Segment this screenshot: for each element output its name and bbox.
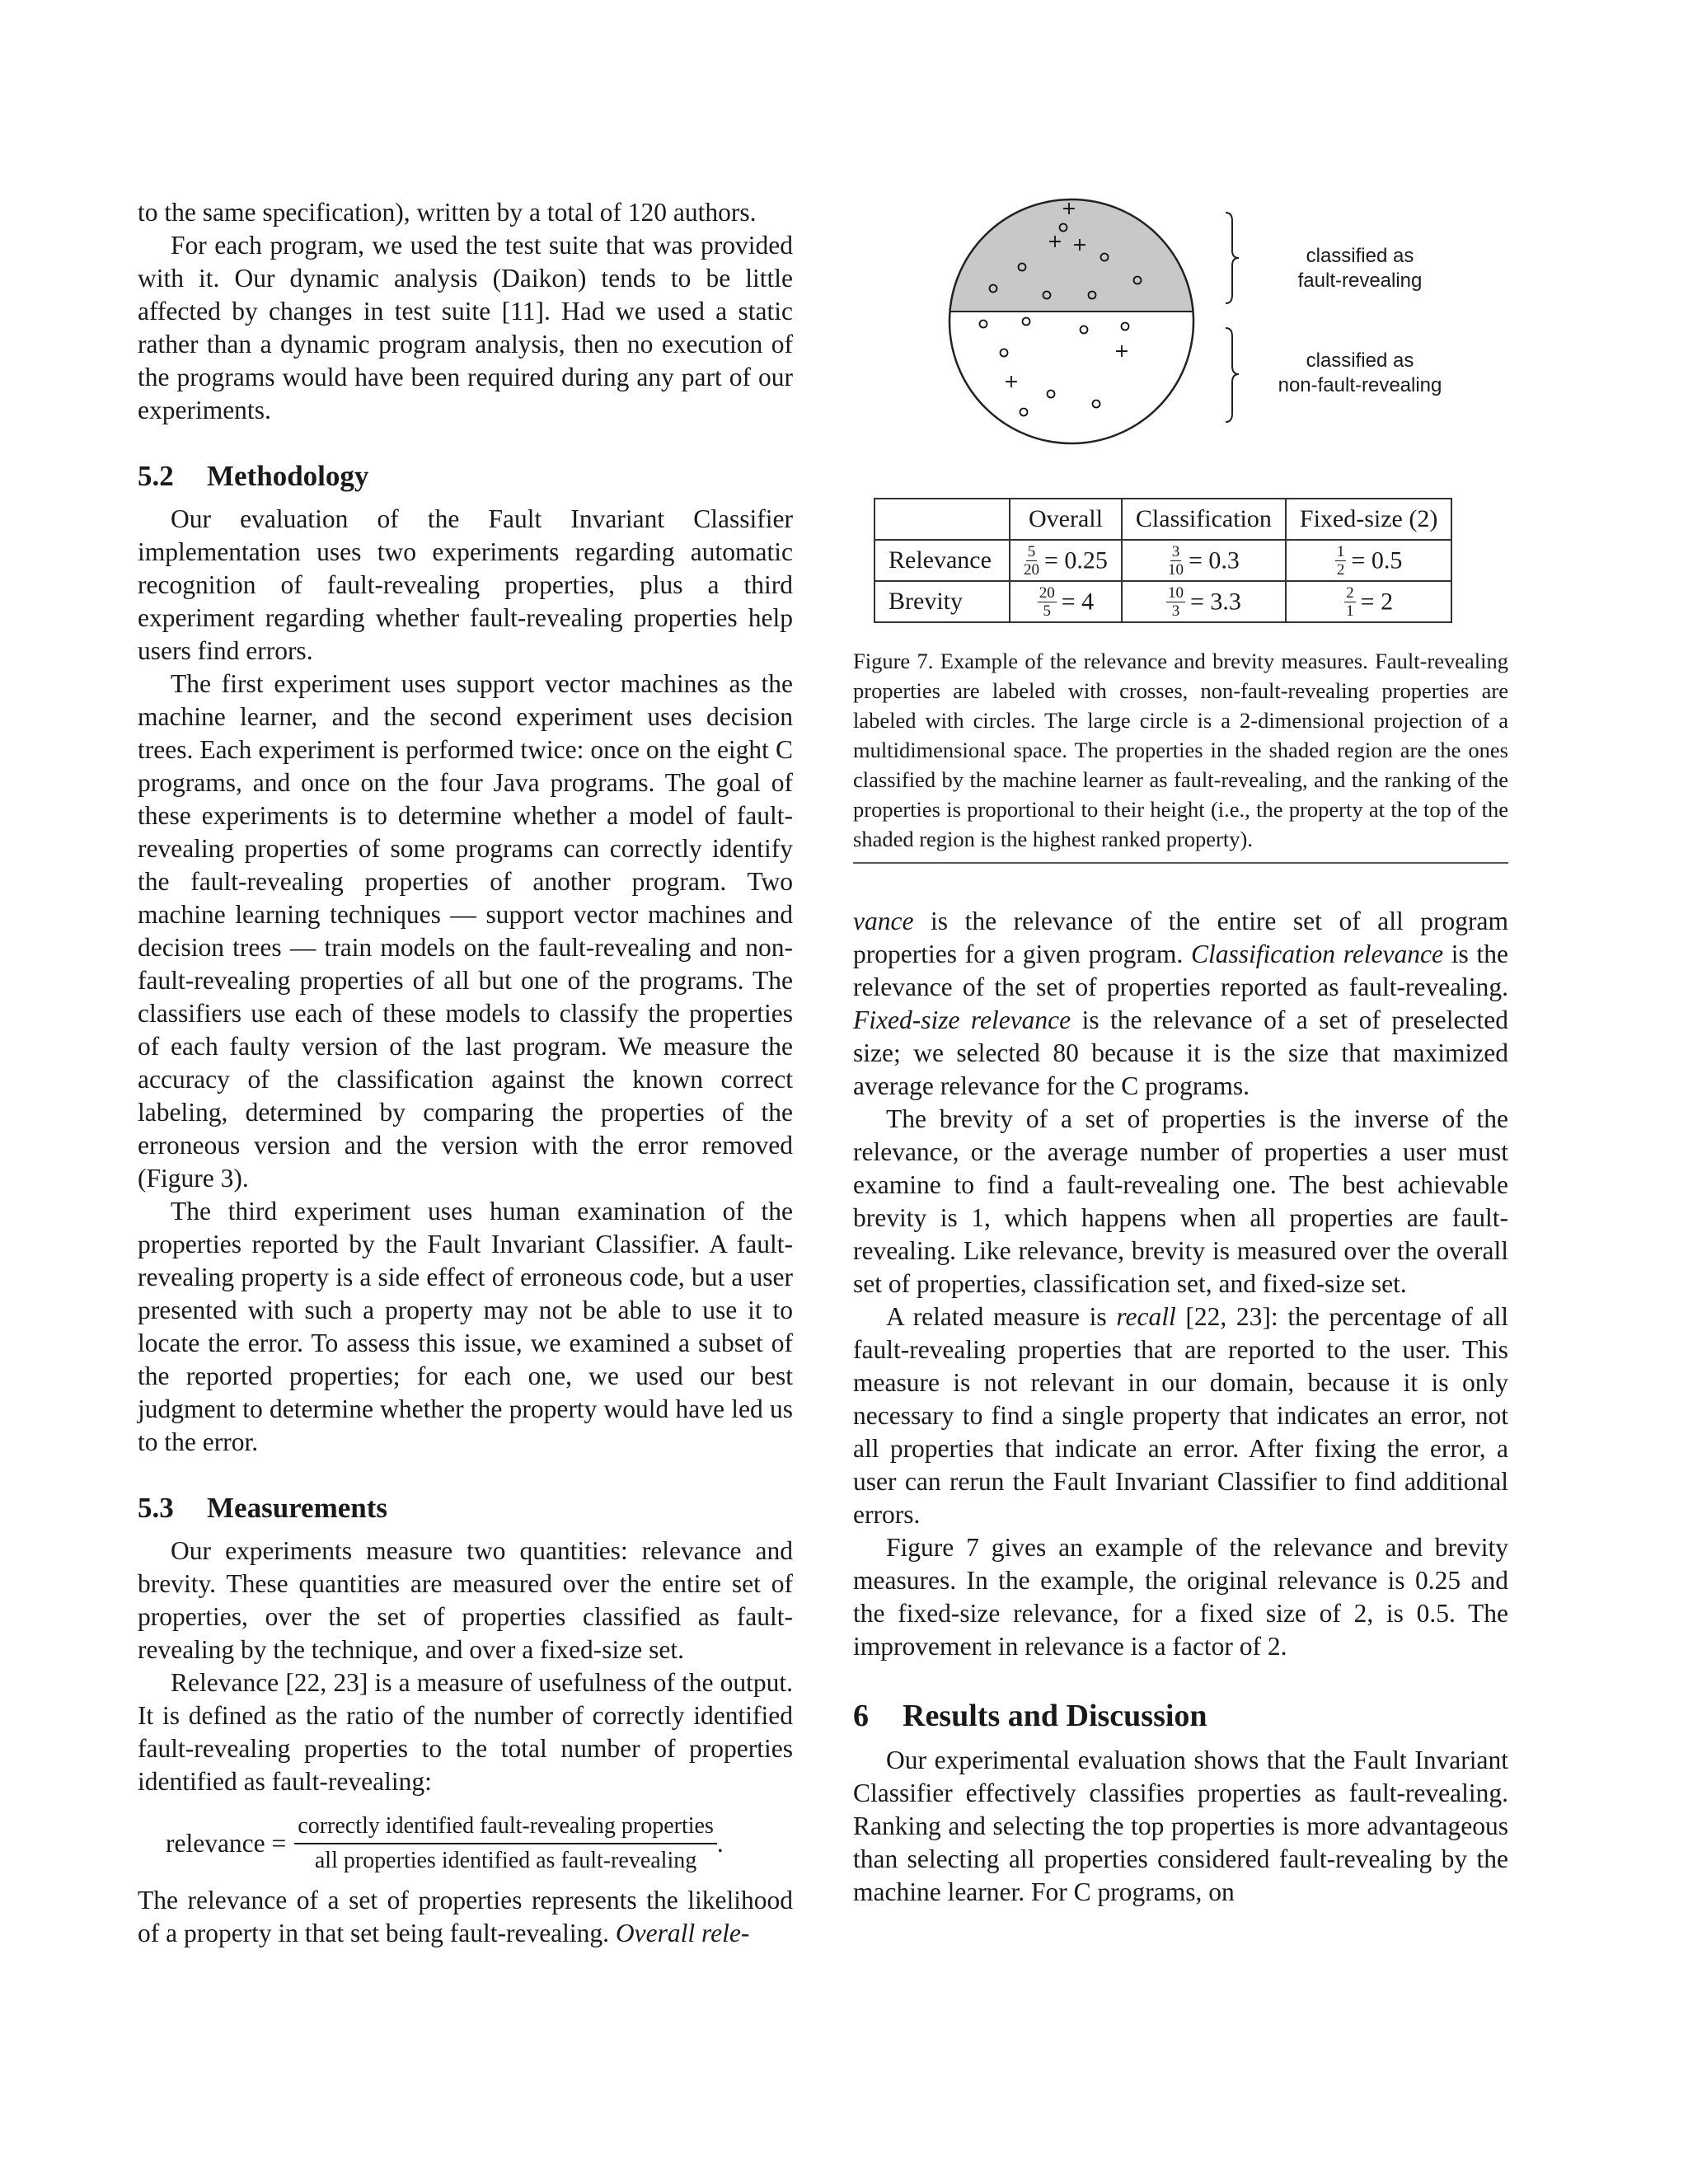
section-title: Results and Discussion (903, 1699, 1207, 1733)
row-label: Brevity (874, 581, 1010, 622)
italic-term: Overall rele- (615, 1919, 750, 1947)
table-header: Classification (1122, 499, 1286, 540)
section-number: 5.2 (138, 460, 174, 492)
fraction-denominator: 1 (1346, 602, 1354, 620)
paragraph-relevance-types (853, 905, 1508, 1103)
paragraph-measurements-1: Our experiments measure two quantities: relevance and brevity. These quantities are measured over the entire set of properties, over the set of properties classified as fault-revealing by the technique, and over a fixed-size set. (138, 1536, 793, 1664)
cross-marker: + (1003, 372, 1020, 392)
circle-marker (1081, 326, 1088, 334)
paragraph-methodology-3: The third experiment uses human examination of the properties reported by the Fault Invariant Classifier. A fault-revealing property is a side effect of erroneous code, but a user presented with such a property may not be able to use it to locate the error. To assess this issue, we examined a subset of the reported properties; for each one, we used our best judgment to determine whether the property would have led us to the error. (138, 1197, 793, 1456)
equation-period: . (716, 1829, 724, 1858)
table-header: Overall (1010, 499, 1122, 540)
fraction-numerator: 2 (1346, 583, 1354, 602)
text-span: is the relevance of the set of properties reported as fault-revealing. (853, 940, 1508, 1001)
table-header-empty (874, 499, 1010, 540)
bottom-brace (1226, 328, 1239, 422)
paragraph-measurements-3 (138, 1884, 793, 1950)
italic-term: Fixed-size relevance (853, 1005, 1071, 1034)
circle-marker (1122, 323, 1129, 330)
text-span: [22, 23]: the percentage of all fault-revealing properties that are reported to the user. This measure is not relevant in our domain, because it is only necessary to find a single property that indicates an error, not all properties that indicate an error. After fixing the error, a user can rerun the Fault Invariant Classifier to find additional errors. (853, 1302, 1509, 1529)
right-column (853, 196, 1508, 1909)
paragraph-methodology-1: Our evaluation of the Fault Invariant Classifier implementation uses two experiments regarding automatic recognition of fault-revealing properties, plus a third experiment regarding whether fault-revealing properties help users find errors. (138, 504, 793, 665)
text-span: is the relevance of the entire set of all program properties for a given program. (853, 907, 1508, 968)
label-fault-revealing (1257, 244, 1463, 293)
equation-numerator: correctly identified fault-revealing properties (294, 1813, 717, 1844)
section-number: 5.3 (138, 1492, 174, 1524)
equation-denominator: all properties identified as fault-revealing (314, 1848, 697, 1873)
top-brace (1226, 213, 1239, 303)
cell-value: = 0.5 (1351, 546, 1403, 574)
section-heading-6 (853, 1699, 1508, 1732)
paragraph-methodology-2: The first experiment uses support vector machines as the machine learner, and the second experiment uses decision trees. Each experiment is performed twice: once on the eight C programs, and once on the four Java programs. The goal of these experiments is to determine whether a model of fault-revealing properties of some programs can correctly identify the fault-revealing properties of another program. Two machine learning techniques — support vector machines and decision trees — train models on the fault-revealing and non-fault-revealing properties of all but one of the programs. The classifiers use each of these models to classify the properties of each faulty version of the last program. We measure the accuracy of the classification against the known correct labeling, determined by comparing the properties of the erroneous version and the version with the error removed (Figure 3). (138, 669, 793, 1193)
label-line: fault-revealing (1297, 269, 1423, 292)
relevance-equation (166, 1813, 793, 1874)
equation-fraction (294, 1813, 717, 1874)
cross-marker: + (1114, 341, 1130, 362)
cell-value: = 0.25 (1044, 546, 1108, 574)
section-heading-5-3 (138, 1492, 793, 1525)
table-row (874, 540, 1451, 581)
figure-7-diagram (853, 196, 1508, 460)
circle-marker (980, 321, 987, 328)
measures-table (874, 498, 1452, 623)
paragraph-test-suite: For each program, we used the test suite that was provided with it. Our dynamic analysis (Daikon) tends to be little affected by changes in test suite [11]. Had we used a static rather than a dynamic program analysis, then no execution of the programs would have been required during any part of our experiments. (138, 231, 793, 424)
fraction-denominator: 5 (1043, 602, 1051, 620)
equation-lhs: relevance = (166, 1829, 287, 1858)
circle-marker (1093, 401, 1100, 408)
circle-marker (1048, 391, 1055, 398)
fraction-denominator: 20 (1024, 560, 1039, 579)
circle-marker (1020, 409, 1028, 416)
fraction-denominator: 3 (1171, 602, 1180, 620)
table-cell (1122, 540, 1286, 581)
table-cell (1122, 581, 1286, 622)
table-cell (1010, 540, 1122, 581)
table-cell (1286, 581, 1451, 622)
cell-value: = 0.3 (1188, 546, 1240, 574)
row-label: Relevance (874, 540, 1010, 581)
text-span: A related measure is (886, 1302, 1117, 1331)
table-header: Fixed-size (2) (1286, 499, 1451, 540)
text-span: The relevance of a set of properties represents the likelihood of a property in that set being fault-revealing. (138, 1886, 793, 1947)
fraction-numerator: 5 (1027, 542, 1036, 560)
circle-marker (1023, 318, 1030, 326)
cell-value: = 4 (1061, 588, 1095, 615)
table-row (874, 581, 1451, 622)
figure-caption: Figure 7. Example of the relevance and brevity measures. Fault-revealing properties are labeled with crosses, non-fault-revealing properties are labeled with circles. The large circle is a 2-dimensional projection of a multidimensional space. The properties in the shaded region are the ones classified by the machine learner as fault-revealing, and the ranking of the properties is proportional to their height (i.e., the property at the top of the shaded region is the highest ranked property). (853, 649, 1508, 851)
cell-value: = 2 (1360, 588, 1394, 615)
paragraph-recall (853, 1301, 1508, 1531)
circle-marker (1001, 349, 1008, 357)
fraction-denominator: 2 (1336, 560, 1345, 579)
paragraph-continuation: to the same specification), written by a total of 120 authors. (138, 198, 757, 227)
italic-term: recall (1116, 1302, 1176, 1331)
cross-marker: + (1071, 235, 1088, 255)
cell-value: = 3.3 (1189, 588, 1241, 615)
paragraph-results: Our experimental evaluation shows that the Fault Invariant Classifier effectively classifies properties as fault-revealing. Ranking and selecting the top properties is more advantageous than selecting all properties considered fault-revealing by the machine learner. For C programs, on (853, 1746, 1508, 1906)
fraction-numerator: 20 (1039, 583, 1055, 602)
table-cell (1286, 540, 1451, 581)
table-header-row (874, 499, 1451, 540)
section-number: 6 (853, 1699, 869, 1733)
cross-marker: + (1061, 199, 1077, 219)
table-cell (1010, 581, 1122, 622)
italic-term: vance (853, 907, 914, 935)
paragraph-brevity: The brevity of a set of properties is the inverse of the relevance, or the average number of properties a user must examine to find a fault-revealing one. The best achievable brevity is 1, which happens when all properties are fault-revealing. Like relevance, brevity is measured over the overall set of properties, classification set, and fixed-size set. (853, 1104, 1508, 1298)
cross-marker: + (1047, 232, 1063, 252)
text-span: is the relevance of a set of preselected size; we selected 80 because it is the size that maximized average relevance for the C programs. (853, 1005, 1508, 1100)
left-column (138, 196, 793, 1950)
paragraph-example: Figure 7 gives an example of the relevance and brevity measures. In the example, the original relevance is 0.25 and the fixed-size relevance, for a fixed size of 2, is 0.5. The improvement in relevance is a factor of 2. (853, 1533, 1508, 1661)
fraction-numerator: 1 (1336, 542, 1345, 560)
section-heading-5-2 (138, 460, 793, 493)
relevance-diagram (853, 196, 1508, 460)
caption-rule (853, 862, 1508, 864)
label-non-fault-revealing (1257, 349, 1463, 398)
label-line: classified as (1306, 245, 1414, 267)
label-line: classified as (1306, 349, 1414, 372)
fraction-denominator: 10 (1167, 560, 1184, 579)
fraction-numerator: 10 (1167, 583, 1184, 602)
section-title: Measurements (207, 1492, 388, 1524)
fraction-numerator: 3 (1171, 542, 1180, 560)
paragraph-measurements-2: Relevance [22, 23] is a measure of usefulness of the output. It is defined as the ratio of the number of correctly identified fault-revealing properties to the total number of properties identified as fault-revealing: (138, 1668, 793, 1796)
label-line: non-fault-revealing (1278, 374, 1442, 396)
italic-term: Classification relevance (1190, 940, 1443, 968)
section-title: Methodology (207, 460, 369, 492)
